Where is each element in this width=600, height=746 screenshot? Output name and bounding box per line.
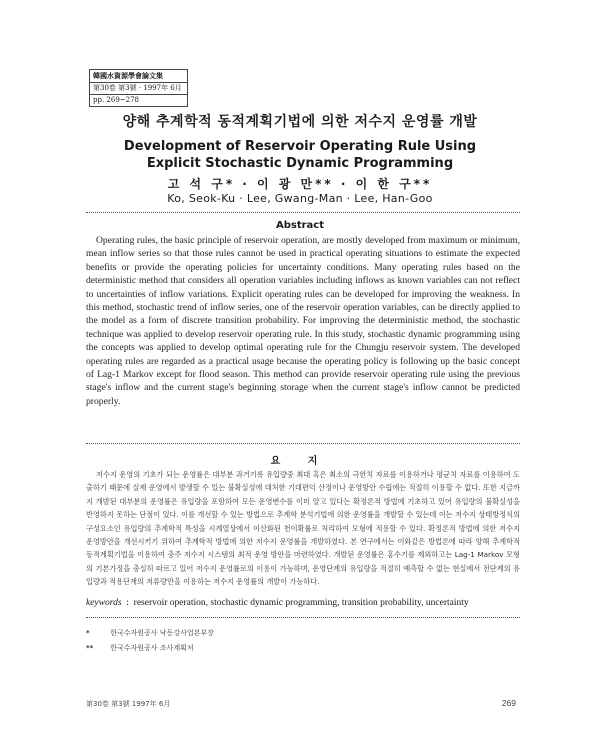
footnote-text: 한국수자원공사 낙동강사업본부장: [110, 629, 214, 637]
footnote-mark: **: [86, 644, 94, 652]
korean-title: 양해 추계학적 동적계획기법에 의한 저수지 운영률 개발: [122, 114, 478, 130]
english-title: [0, 138, 600, 172]
page-footer-journal: 第30卷 第3號 1997年 6月: [86, 700, 171, 708]
keywords-separator: :: [123, 598, 132, 608]
divider-middle: [86, 443, 520, 444]
journal-volume-issue: 第30卷 第3號 · 1997年 6月: [90, 82, 187, 94]
authors-english: Ko, Seok-Ku · Lee, Gwang-Man · Lee, Han-Goo: [167, 192, 433, 205]
abstract-text: Operating rules, the basic principle of reservoir operation, are mostly developed from maximum or minimum, mean inflow series so that those rules cannot be used in practical operating situations to estimate the expected benefits or provide the operating policies for uncertainty conditions. Many operating rules based on the deterministic method that considers all operation variables including inflows as known variables can not reflect to uncertainties of inflow variations. Explicit operating rules can be developed for improving the weakness. In this method, stochastic trend of inflow series, one of the reservoir operation variables, can be directly applied to the model as a form of discrete transition probability. For improving the deterministic method, the stochastic technique was applied to develop reservoir operating rule. In this study, stochastic dynamic programming using the concepts was applied to develop optimal operating rule for the Chungju reservoir system. The developed operating rules are regarded as a practical usage because the operating policy is following up the basic concept of Lag-1 Markov except for flood season. This method can provide reservoir operating rule using the previous stage's inflow and the current stage's beginning storage when the current stage's inflow cannot be predicted properly.: [86, 235, 520, 407]
journal-pages: pp. 269~278: [90, 94, 187, 106]
footnote-mark: *: [86, 629, 90, 637]
journal-info-box: [89, 69, 188, 107]
keywords-line: [86, 598, 520, 608]
journal-name: 韓國水資源學會論文集: [93, 71, 163, 80]
keywords-text: reservoir operation, stochastic dynamic programming, transition probability, uncertainty: [133, 598, 469, 608]
english-title-line-2: Explicit Stochastic Dynamic Programming: [146, 156, 454, 171]
korean-abstract-heading: 요 지: [270, 456, 330, 467]
page-number: 269: [501, 698, 516, 708]
footnotes: [86, 628, 214, 658]
divider-top: [86, 212, 520, 213]
footnote-text: 한국수자원공사 조사계획처: [110, 644, 194, 652]
abstract-heading: Abstract: [275, 220, 325, 231]
keywords-label: keywords: [86, 598, 122, 608]
footnote-1: [86, 628, 214, 643]
korean-abstract-text: 저수지 운영의 기초가 되는 운영률은 대부분 과거기록 유입량중 최대 혹은 최소의 극한치 자료를 이용하거나 평균치 자료를 이용하여 도출하기 때문에 실제 운영에서 발생할 수 있는 불확실성에 대처한 기대편익 산정이나 운영방안 수립에는 적절히 이용할 수 없다. 또한 지금까지 개발된 대부분의 운영률은 유입량을 포함하여 모든 운영변수를 이미 알고 있다는 확정론적 방법에 기초하고 있어 유입량의 불확실성을 반영하지 못하는 단점이 있다. 이를 개선할 수 있는 방법으로 추계학 분석기법에 의한 운영률을 개발할 수 있는데 이는 저수지 상태방정식의 구성요소인 유입량의 추계학적 특성을 시계열상에서 이산화된 천이확률로 처리하여 모형에 적용할 수 있다. 확정론적 방법에 의한 저수지 운영방안을 개선시키기 위하여 추계학적 방법에 의한 저수지 운영률을 개발하였다. 본 연구에서는 이와같은 방법론에 따라 양해 추계학적 동적계획기법을 이용하여 충주 저수지 시스템의 최적 운영 방안을 마련하였다. 개발된 운영률은 홍수기를 제외하고는 Lag-1 Markov 모형의 기본가정을 충실히 따르고 있어 저수지 운영률로의 이용이 가능하며, 운영단계의 유입량을 적절히 예측할 수 없는 현실에서 전단계의 유입량과 적용단계의 저류량만을 이용하는 저수지 운영률의 개발이 가능하다.: [86, 470, 520, 587]
footnote-2: [86, 643, 214, 658]
english-title-line-1: Development of Reservoir Operating Rule Using: [123, 139, 477, 154]
authors-korean: 고 석 구* · 이 광 만** · 이 한 구**: [167, 177, 433, 191]
divider-bottom: [86, 617, 520, 618]
